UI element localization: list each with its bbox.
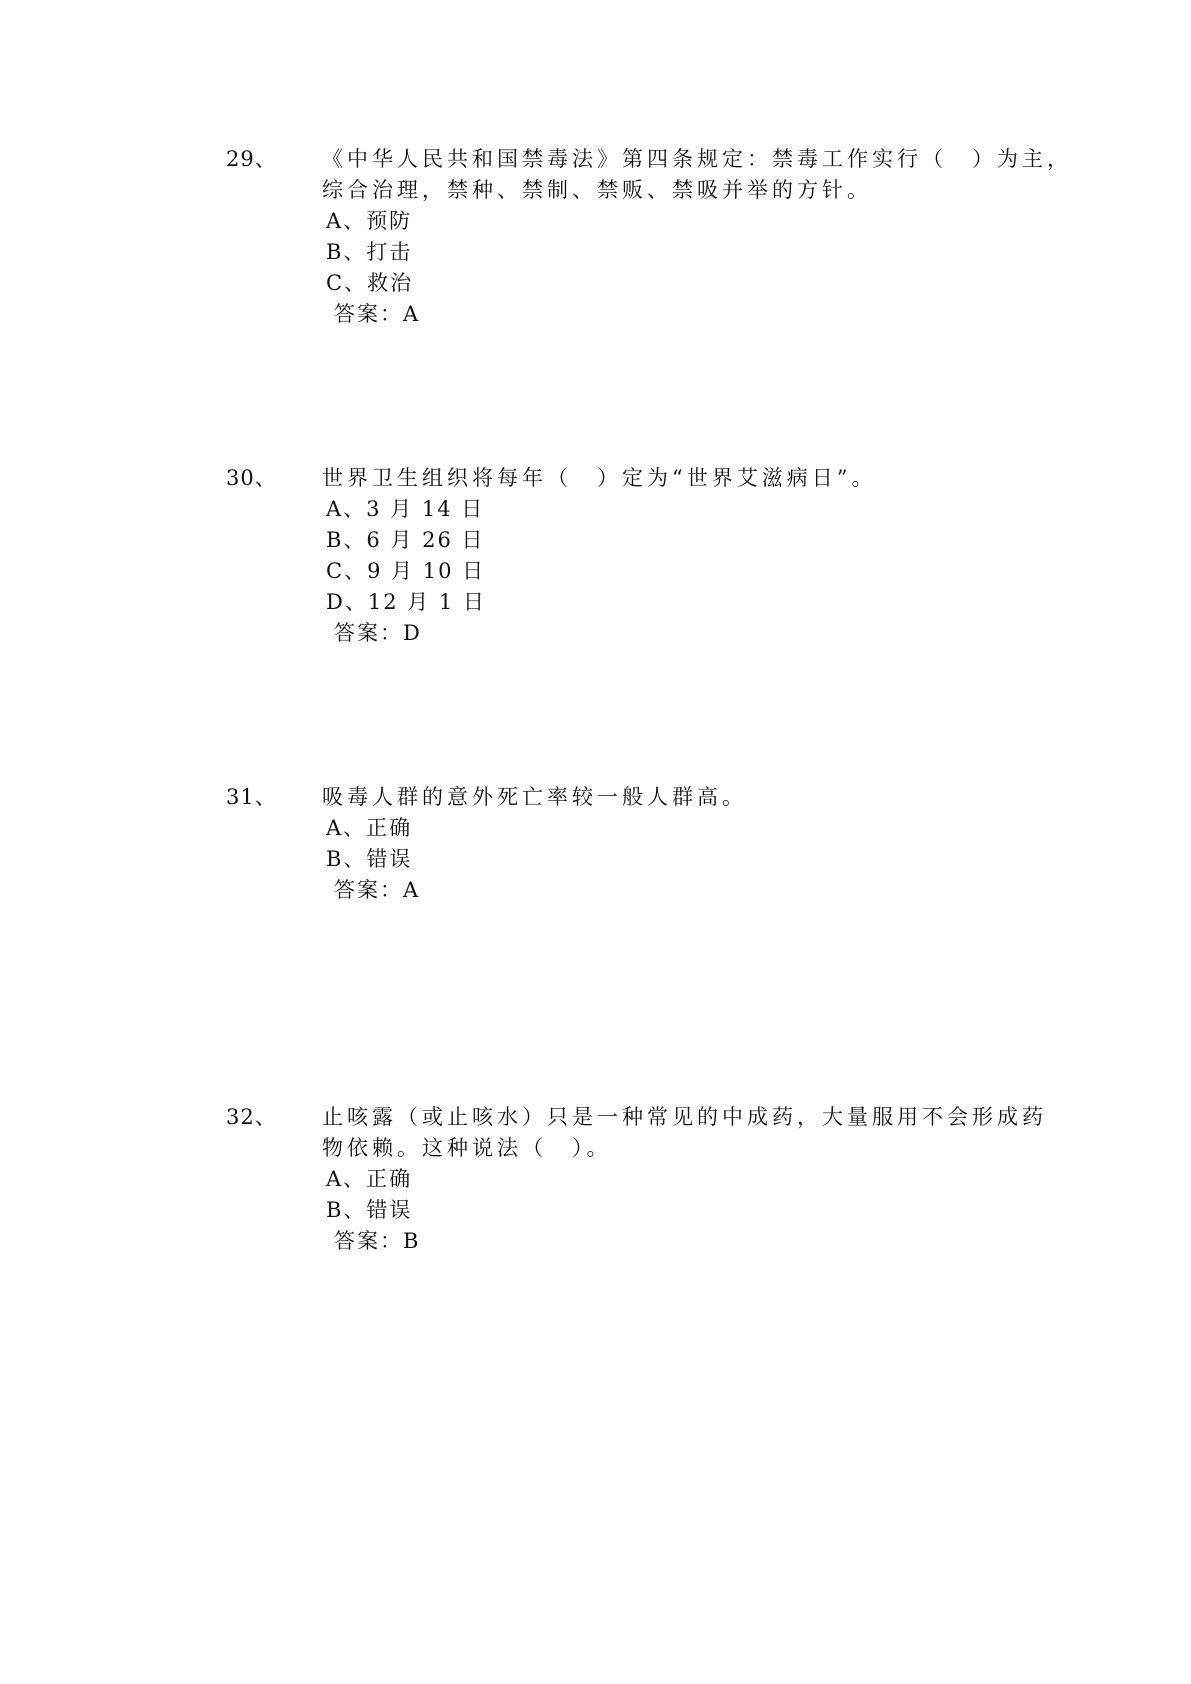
question-text-line: 吸毒人群的意外死亡率较一般人群高。 <box>322 785 747 809</box>
question-text-line: 世界卫生组织将每年（ ）定为“世界艾滋病日”。 <box>322 466 877 490</box>
question-body <box>322 144 1072 330</box>
question-text <box>322 1102 1047 1164</box>
question-body <box>322 1102 1047 1257</box>
option-c: C、救治 <box>326 271 414 295</box>
option-b: B、6 月 26 日 <box>326 528 485 552</box>
option-c: C、9 月 10 日 <box>326 559 486 583</box>
question-text <box>322 463 1012 494</box>
answer-line: 答案：A <box>334 878 421 902</box>
option-b: B、错误 <box>326 1198 413 1222</box>
option-list <box>322 813 1012 875</box>
option-a: A、3 月 14 日 <box>326 497 485 521</box>
question-text-line: 综合治理，禁种、禁制、禁贩、禁吸并举的方针。 <box>322 178 872 202</box>
question-number: 32、 <box>226 1105 277 1129</box>
question-text-line: 物依赖。这种说法（ ）。 <box>322 1136 612 1160</box>
answer-line: 答案：B <box>334 1229 421 1253</box>
option-list <box>322 494 1012 618</box>
question-number: 31、 <box>226 785 277 809</box>
question-number: 29、 <box>226 147 277 171</box>
question-number: 30、 <box>226 466 277 490</box>
question-text-line: 止咳露（或止咳水）只是一种常见的中成药，大量服用不会形成药 <box>322 1105 1047 1129</box>
question-body <box>322 463 1012 649</box>
option-a: A、正确 <box>326 816 413 840</box>
answer-line: 答案：A <box>334 302 421 326</box>
answer-line: 答案：D <box>334 621 422 645</box>
option-a: A、预防 <box>326 209 413 233</box>
question-text <box>322 144 1072 206</box>
option-d: D、12 月 1 日 <box>326 590 486 614</box>
question-text <box>322 782 1012 813</box>
option-list <box>322 206 1012 299</box>
question-body <box>322 782 1012 906</box>
option-list <box>322 1164 1012 1226</box>
option-b: B、错误 <box>326 847 413 871</box>
option-b: B、打击 <box>326 240 413 264</box>
option-a: A、正确 <box>326 1167 413 1191</box>
question-text-line: 《中华人民共和国禁毒法》第四条规定：禁毒工作实行（ ）为主， <box>322 147 1072 171</box>
